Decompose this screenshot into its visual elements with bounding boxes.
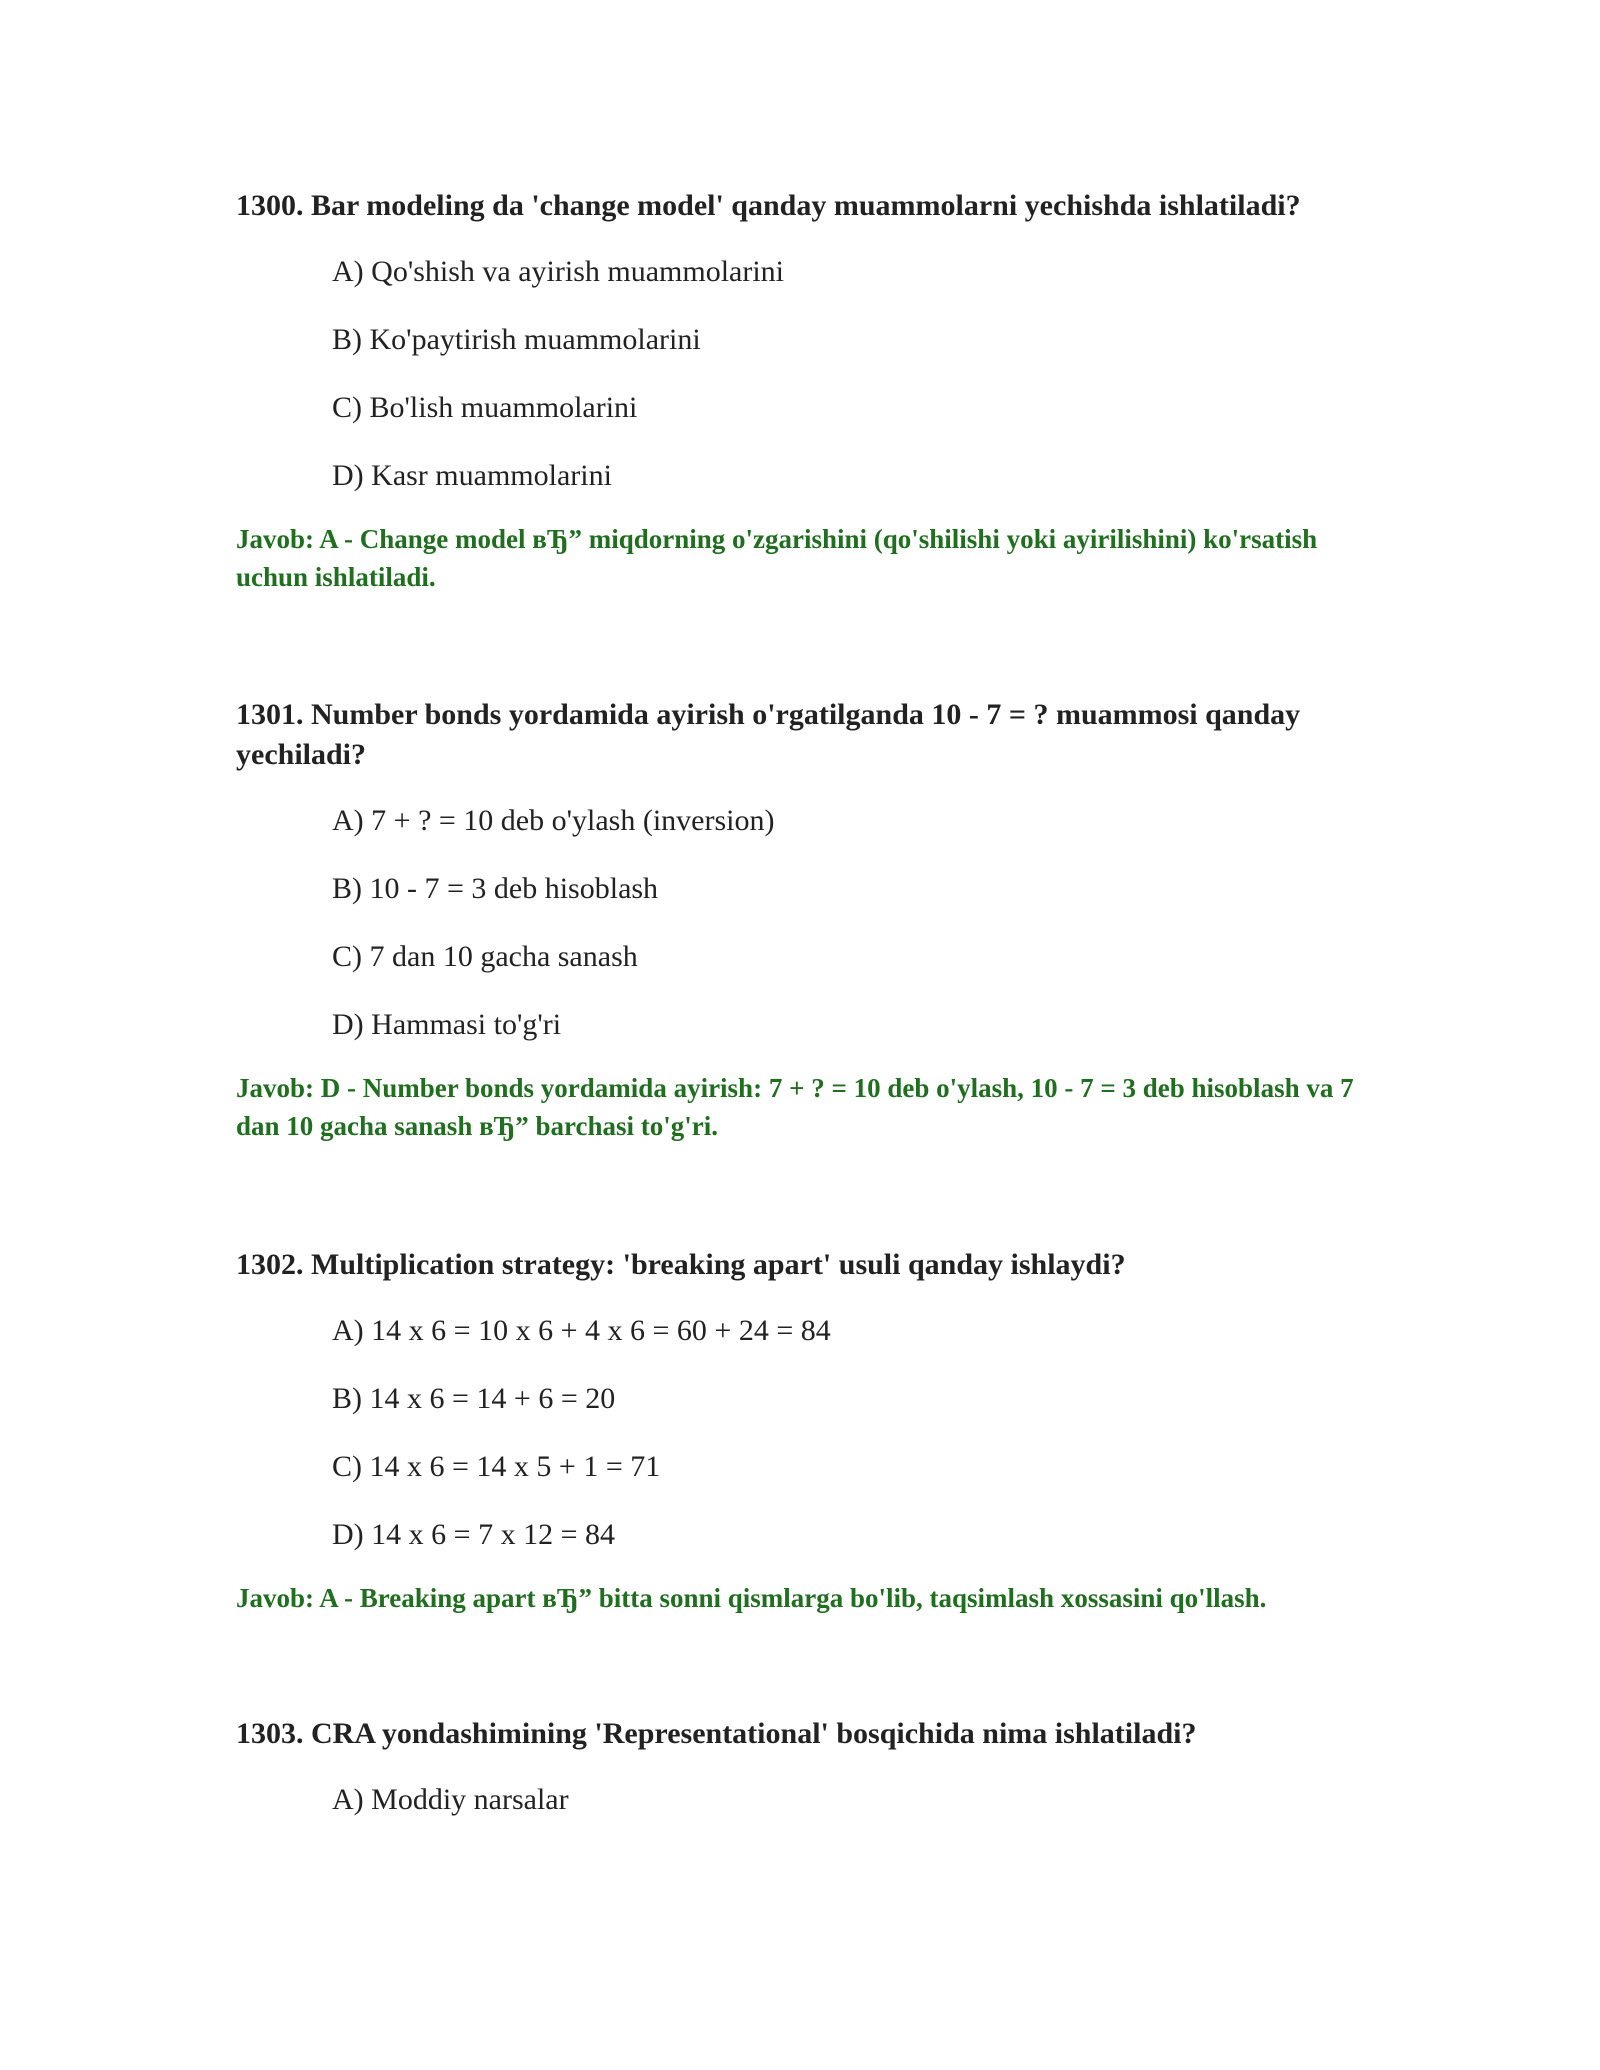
question-text: 1303. CRA yondashimining 'Representational' bosqichida nima ishlatiladi? (236, 1717, 1197, 1750)
option-b: B) 10 - 7 = 3 deb hisoblash (332, 872, 659, 905)
option-a: A) Moddiy narsalar (332, 1783, 569, 1816)
question-text: 1302. Multiplication strategy: 'breaking apart' usuli qanday ishlaydi? (236, 1248, 1126, 1281)
option-list (236, 801, 1376, 1045)
question-block-1302 (236, 1245, 1376, 1617)
option-list (236, 252, 1376, 496)
option-b: B) 14 x 6 = 14 + 6 = 20 (332, 1382, 616, 1415)
question-block-1301 (236, 695, 1376, 1145)
option-list (236, 1780, 1376, 1820)
option-a: A) 14 x 6 = 10 x 6 + 4 x 6 = 60 + 24 = 84 (332, 1314, 831, 1347)
option-c: C) Bo'lish muammolarini (332, 391, 638, 424)
option-a: A) 7 + ? = 10 deb o'ylash (inversion) (332, 804, 775, 837)
option-c: C) 14 x 6 = 14 x 5 + 1 = 71 (332, 1450, 661, 1483)
answer-text: Javob: A - Change model вЂ” miqdorning o'zgarishini (qo'shilishi yoki ayirilishini) ko'rsatish uchun ishlatiladi. (236, 524, 1318, 592)
option-list (236, 1311, 1376, 1555)
answer-text: Javob: D - Number bonds yordamida ayirish: 7 + ? = 10 deb o'ylash, 10 - 7 = 3 deb hisoblash va 7 dan 10 gacha sanash вЂ” barchasi to'g'ri. (236, 1073, 1354, 1141)
option-b: B) Ko'paytirish muammolarini (332, 323, 701, 356)
option-d: D) Kasr muammolarini (332, 459, 612, 492)
option-d: D) 14 x 6 = 7 x 12 = 84 (332, 1518, 615, 1551)
question-text: 1300. Bar modeling da 'change model' qanday muammolarni yechishda ishlatiladi? (236, 189, 1301, 222)
option-d: D) Hammasi to'g'ri (332, 1008, 562, 1041)
answer-text: Javob: A - Breaking apart вЂ” bitta sonni qismlarga bo'lib, taqsimlash xossasini qo'llash. (236, 1583, 1267, 1613)
option-c: C) 7 dan 10 gacha sanash (332, 940, 638, 973)
question-block-1300 (236, 186, 1376, 596)
question-block-1303 (236, 1714, 1376, 1820)
option-a: A) Qo'shish va ayirish muammolarini (332, 255, 785, 288)
question-text: 1301. Number bonds yordamida ayirish o'rgatilganda 10 - 7 = ? muammosi qanday yechiladi? (236, 698, 1301, 771)
